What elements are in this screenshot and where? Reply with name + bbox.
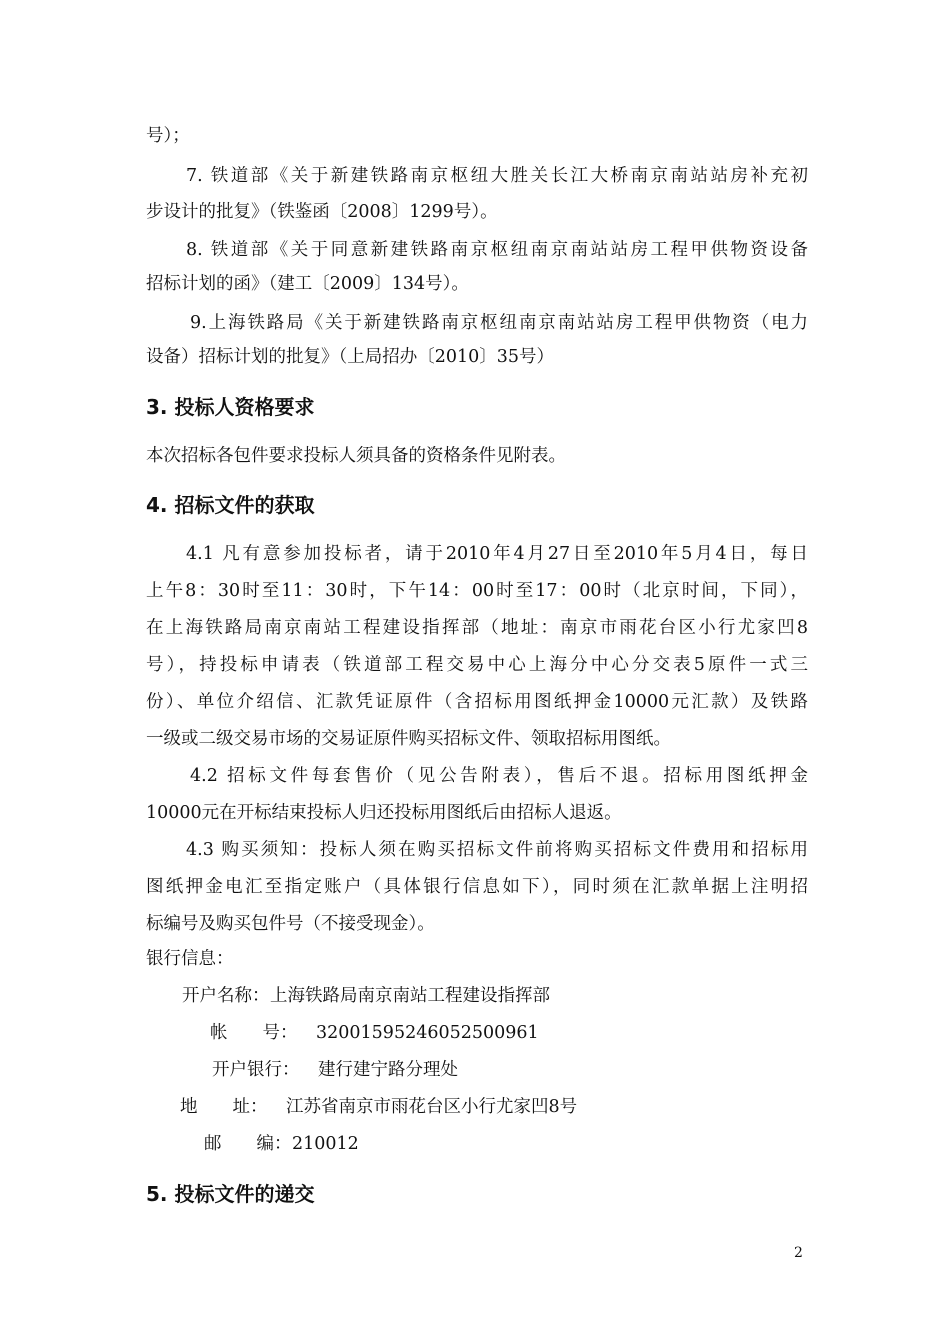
para-4-3-line3: 标编号及购买包件号（不接受现金）。 <box>146 914 435 934</box>
para-4-1-line4: 号），持投标申请表（铁道部工程交易中心上海分中心分交表5原件一式三 <box>146 655 808 675</box>
bank-name-label: 开户名称： <box>182 986 270 1006</box>
para-4-1-line5: 份）、单位介绍信、汇款凭证原件（含招标用图纸押金10000元汇款）及铁路 <box>146 692 808 712</box>
section-4-heading: 4. 招标文件的获取 <box>146 493 315 517</box>
zip-value: 210012 <box>292 1134 359 1154</box>
address-label: 地 址： <box>180 1097 268 1117</box>
section-3-heading: 3. 投标人资格要求 <box>146 395 315 419</box>
bank-branch-value: 建行建宁路分理处 <box>318 1060 458 1080</box>
basis-item-8-line2: 招标计划的函》（建工〔2009〕134号）。 <box>146 274 469 294</box>
basis-item-9-line2: 设备）招标计划的批复》（上局招办〔2010〕35号） <box>146 347 555 367</box>
account-value: 32001595246052500961 <box>316 1023 539 1043</box>
para-4-1-line6: 一级或二级交易市场的交易证原件购买招标文件、领取招标用图纸。 <box>146 729 671 749</box>
section-3-body: 本次招标各包件要求投标人须具备的资格条件见附表。 <box>146 446 566 466</box>
page-number: 2 <box>794 1245 803 1261</box>
bank-info-title: 银行信息： <box>146 949 234 969</box>
para-4-1-line2: 上午8：30时至11：30时，下午14：00时至17：00时（北京时间，下同）， <box>146 581 808 601</box>
para-4-1-line3: 在上海铁路局南京南站工程建设指挥部（地址：南京市雨花台区小行尤家凹8 <box>146 618 808 638</box>
section-5-heading: 5. 投标文件的递交 <box>146 1182 315 1206</box>
basis-item-8-line1: 8. 铁道部《关于同意新建铁路南京枢纽南京南站站房工程甲供物资设备 <box>186 240 808 260</box>
zip-label: 邮 编： <box>204 1134 292 1154</box>
para-4-3-line2: 图纸押金电汇至指定账户（具体银行信息如下），同时须在汇款单据上注明招 <box>146 877 808 897</box>
address-value: 江苏省南京市雨花台区小行尤家凹8号 <box>286 1097 578 1117</box>
para-4-3-line1: 4.3 购买须知：投标人须在购买招标文件前将购买招标文件费用和招标用 <box>186 840 808 860</box>
account-label: 帐 号： <box>210 1023 298 1043</box>
basis-item-7-line1: 7. 铁道部《关于新建铁路南京枢纽大胜关长江大桥南京南站站房补充初 <box>186 166 808 186</box>
bank-branch-label: 开户银行： <box>212 1060 300 1080</box>
para-4-2-line2: 10000元在开标结束投标人归还投标用图纸后由招标人退返。 <box>146 803 622 823</box>
para-4-1-line1: 4.1 凡有意参加投标者，请于2010年4月27日至2010年5月4日，每日 <box>186 544 808 564</box>
basis-item-9-line1: 9.上海铁路局《关于新建铁路南京枢纽南京南站站房工程甲供物资（电力 <box>190 313 808 333</box>
bank-name-value: 上海铁路局南京南站工程建设指挥部 <box>270 986 550 1006</box>
basis-item-continuation: 号）； <box>146 126 190 146</box>
para-4-2-line1: 4.2 招标文件每套售价（见公告附表），售后不退。招标用图纸押金 <box>190 766 808 786</box>
basis-item-7-line2: 步设计的批复》（铁鉴函〔2008〕1299号）。 <box>146 202 498 222</box>
